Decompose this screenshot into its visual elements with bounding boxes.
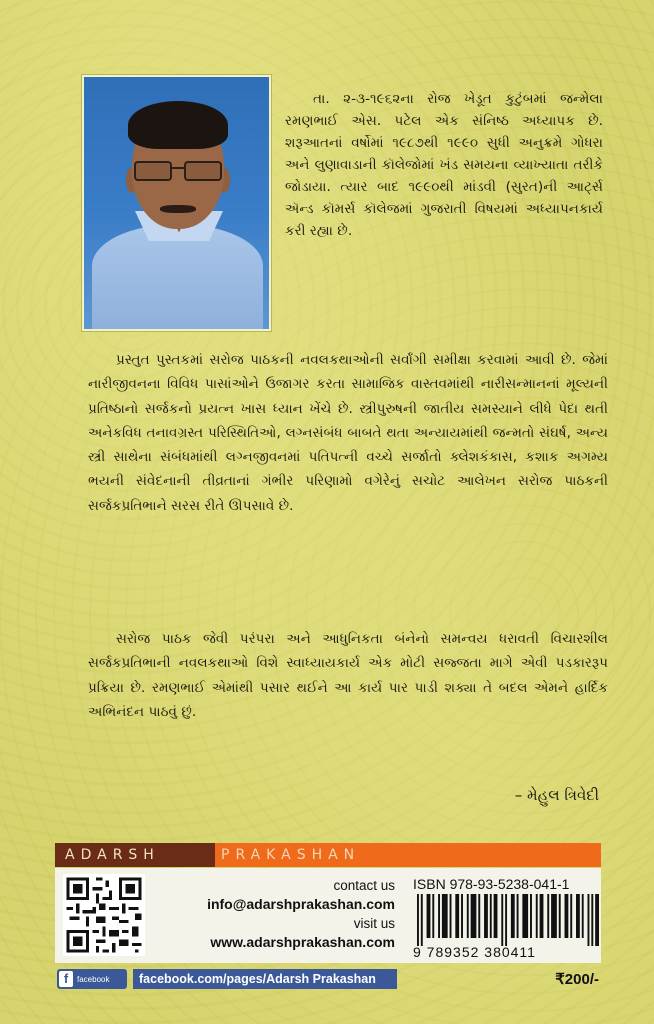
info-panel <box>55 868 601 963</box>
review-paragraph-2-text: સરોજ પાઠક જેવી પરંપરા અને આધુનિકતા બંનેનો સમન્વય ધરાવતી વિચારશીલ સર્જકપ્રતિભાની નવલકથાઓ વિશે સ્વાધ્યાયકાર્ય એક મોટી સજ્જતા માગે એવી પડકારરૂપ પ્રક્રિયા છે. રમણભાઈ એમાંથી પસાર થઈને આ કાર્ય પાર પાડી શક્યા તે બદલ એમને હાર્દિક અભિનંદન પાઠવું છું. <box>88 631 608 720</box>
facebook-like-badge[interactable] <box>57 969 127 989</box>
publisher-band <box>55 843 601 867</box>
facebook-badge-label: facebook <box>77 975 110 984</box>
email-link[interactable]: info@adarshprakashan.com <box>207 896 395 912</box>
signature: – મેહુલ ત્રિવેદી <box>514 786 599 804</box>
facebook-url-link[interactable]: facebook.com/pages/Adarsh Prakashan <box>133 969 397 989</box>
contact-label: contact us <box>333 878 395 893</box>
review-paragraph-1-text: પ્રસ્તુત પુસ્તકમાં સરોજ પાઠકની નવલકથાઓની સર્વાંગી સમીક્ષા કરવામાં આવી છે. જેમાં નારીજીવનના વિવિધ પાસાંઓને ઉજાગર કરતા સામાજિક વાસ્તવમાંથી નારીસન્માનનાં મૂલ્યની પ્રતિષ્ઠાનો સર્જકનો પ્રયત્ન ખાસ ધ્યાન ખેંચે છે. સ્ત્રીપુરુષની જાતીય સમસ્યાને લીધે પેદા થતી અનેકવિધ તનાવગ્રસ્ત પરિસ્થિતિઓ, લગ્નસંબંધ બાબતે થતા અન્યાયમાંથી જન્મતો સંઘર્ષ, અન્ય સ્ત્રી સાથેના સંબંધમાંથી લગ્નજીવનમાં પતિપત્ની વચ્ચે સર્જાતો ક્લેશકંકાસ, કશાક અગમ્ય ભયની સંવેદનાની તીવ્રતાનાં ગંભીર પરિણામો વગેરેનું સચોટ આલેખન સરોજ પાઠકની સર્જકપ્રતિભાને સરસ રીતે ઊપસાવે છે. <box>88 352 608 514</box>
price-label: ₹200/- <box>555 971 599 988</box>
barcode-number: 9 789352 380411 <box>413 944 536 960</box>
isbn-label: ISBN 978-93-5238-041-1 <box>413 876 570 892</box>
review-paragraph-1 <box>88 348 608 518</box>
facebook-icon: f <box>59 971 73 987</box>
author-photo <box>82 75 271 331</box>
author-bio <box>285 88 603 242</box>
publisher-name-part1: ADARSH <box>55 843 215 867</box>
author-bio-text: તા. ૨-૩-૧૯૬૨ના રોજ ખેડૂત કુટુંબમાં જન્મેલા રમણભાઈ એસ. પટેલ એક સંનિષ્ઠ અધ્યાપક છે. શરૂઆતનાં વર્ષોમાં ૧૯૮૭થી ૧૯૯૦ સુધી અનુક્રમે ગોધરા અને લુણાવાડાની કૉલેજોમાં ખંડ સમયના વ્યાખ્યાતા તરીકે જોડાયા. ત્યાર બાદ ૧૯૯૦થી માંડવી (સુરત)ની આર્ટ્સ ઍન્ડ કૉમર્સ કૉલેજમાં ગુજરાતી વિષયમાં અધ્યાપનકાર્ય કરી રહ્યા છે. <box>285 91 603 239</box>
contact-block <box>155 876 395 952</box>
barcode-icon <box>417 894 599 946</box>
publisher-name-part2: PRAKASHAN <box>215 843 601 867</box>
website-link[interactable]: www.adarshprakashan.com <box>210 934 395 950</box>
review-paragraph-2 <box>88 627 608 724</box>
qr-code-icon[interactable] <box>63 874 145 956</box>
visit-label: visit us <box>353 916 395 931</box>
